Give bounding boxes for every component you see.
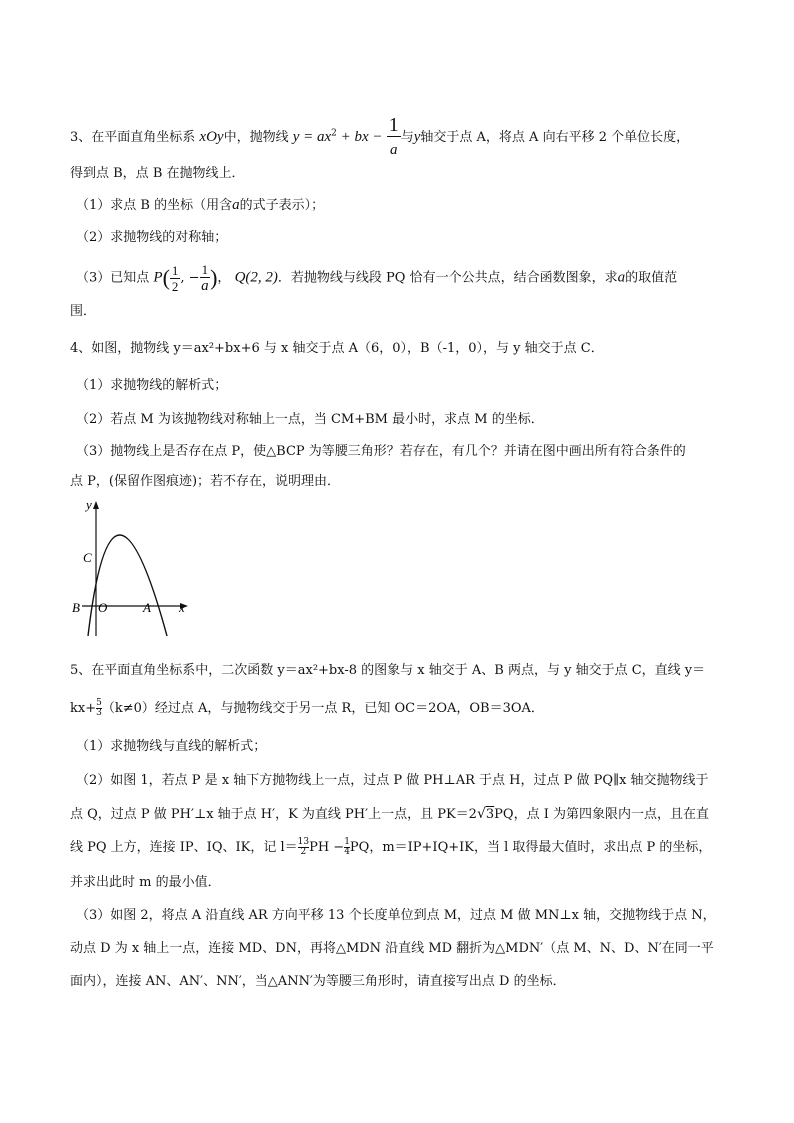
q3-frac-den: a (389, 142, 398, 158)
q3-fraction (387, 114, 401, 161)
q3-p-frac-2 (200, 262, 211, 294)
q4-part-3: （3）抛物线上是否存在点 P，使△BCP 为等腰三角形？若存在，有几个？并请在图中画出所有符合条件的 (76, 444, 686, 459)
q3-point-p: P (153, 269, 163, 286)
q3-var-a: a (617, 269, 626, 286)
q3-var-a: a (232, 197, 240, 213)
q3-text: 轴交于点 A，将点 A 向右平移 2 个单位长度， (420, 130, 690, 145)
q3-text: ， (217, 270, 231, 286)
q3-part-2: （2）求抛物线的对称轴； (76, 230, 228, 245)
q3-exponent: 2 (331, 128, 337, 139)
q3-text: （3）已知点 (76, 270, 150, 286)
q3-text: 与 (400, 130, 414, 145)
label-x: x (179, 600, 185, 615)
q3-part-3-end: 围． (70, 304, 97, 319)
q5-part-2-line-3 (70, 838, 711, 858)
q4-part-1: （1）求抛物线的解析式； (76, 378, 228, 393)
q5-sqrt: 3 (485, 807, 495, 822)
q3-equation: y = ax (292, 129, 332, 145)
q3-point-q: Q(2, 2) (234, 269, 278, 286)
label-a: A (143, 600, 151, 615)
frac-num: 1 (201, 262, 209, 277)
q5-part-3-line-2: 动点 D 为 x 轴上一点，连接 MD、DN，再将△MDN 沿直线 MD 翻折为△MDN′（点 M、N、D、N′在同一平 (70, 941, 714, 956)
frac-num: 1 (344, 837, 350, 847)
q5-line-2 (70, 699, 544, 719)
frac-den: 2 (300, 847, 307, 857)
q5-text: 线 PQ 上方，连接 IP、IQ、IK，记 l＝ (70, 840, 298, 855)
q3-comma: , − (180, 270, 200, 286)
frac-den: 4 (344, 847, 350, 857)
q5-part-2-line-4: 并求出此时 m 的最小值． (70, 875, 221, 890)
q5-part-3-line-3: 面内），连接 AN、AN′、NN′，当△ANN′为等腰三角形时，请直接写出点 D 的坐标． (70, 974, 566, 989)
q3-text: ．若抛物线与线段 PQ 恰有一个公共点，结合函数图象，求 (277, 270, 618, 286)
q5-part-2-line-2: 点 Q，过点 P 做 PH′⊥x 轴于点 H′，K 为直线 PH′上一点，且 PK＝2√3PQ，点 I 为第四象限内一点，且在直 (70, 806, 709, 822)
q5-line-1: 5、在平面直角坐标系中，二次函数 y＝ax²+bx-8 的图象与 x 轴交于 A、B 两点，与 y 轴交于点 C，直线 y＝ (70, 663, 706, 678)
q4-part-3-cont: 点 P，(保留作图痕迹)；若不存在，说明理由． (70, 474, 341, 489)
q5-text: PH − (309, 840, 345, 855)
q5-text: PQ，m＝IP+IQ+IK，当 l 取得最大值时，求出点 P 的坐标， (349, 840, 712, 855)
q3-text: 3、在平面直角坐标系 (70, 130, 196, 145)
q3-p-frac-1 (170, 263, 181, 294)
q3-equation-mid: + bx − (336, 129, 383, 145)
q3-part-1 (76, 195, 324, 216)
q5-text: （k≠0）经过点 A，与抛物线交于另一点 R，已知 OC＝2OA，OB＝3OA． (101, 701, 544, 716)
q3-part-3: （3）已知点 P( $\frac{1}{2}$ , − $\frac{1}{a}$ )， Q(2, 2)．若抛物线与线段 PQ 恰有一个公共点，结合函数图象，求a的取值范 (76, 262, 678, 294)
q3-y: y (413, 129, 421, 145)
parabola-figure (68, 496, 198, 642)
q3-line-2: 得到点 B，点 B 在抛物线上． (70, 166, 245, 181)
q5-text: PQ，点 I 为第四象限内一点，且在直 (494, 807, 709, 822)
frac-num: 1 (171, 262, 179, 278)
q5-text: 点 Q，过点 P 做 PH′⊥x 轴于点 H′，K 为直线 PH′上一点，且 PK＝2 (70, 807, 477, 822)
q4-line-1: 4、如图，抛物线 y＝ax²+bx+6 与 x 轴交于点 A（6，0），B（-1，0），与 y 轴交于点 C． (70, 341, 604, 356)
q3-frac-num: 1 (388, 114, 399, 136)
label-b: B (72, 600, 80, 615)
q4-part-2: （2）若点 M 为该抛物线对称轴上一点，当 CM+BM 最小时，求点 M 的坐标． (76, 412, 544, 427)
q3-xoy: xOy (199, 129, 224, 145)
q5-frac-13-2 (298, 838, 309, 857)
label-y: y (86, 497, 92, 512)
frac-den: 3 (96, 708, 102, 718)
frac-num: 5 (96, 698, 102, 708)
label-o: O (98, 600, 108, 615)
q5-text: kx+ (70, 701, 97, 716)
parabola-curve (88, 535, 167, 636)
q3-line-1 (70, 114, 689, 161)
q3-text: （1）求点 B 的坐标（用含 (76, 198, 233, 213)
q3-text: 的式子表示）； (239, 198, 325, 213)
label-c: C (83, 550, 92, 565)
q5-part-2-line-1: （2）如图 1，若点 P 是 x 轴下方抛物线上一点，过点 P 做 PH⊥AR 于点 H，过点 P 做 PQ∥x 轴交抛物线于 (76, 773, 709, 788)
frac-num: 13 (297, 837, 310, 847)
frac-den: a (201, 278, 209, 294)
q5-part-3-line-1: （3）如图 2，将点 A 沿直线 AR 方向平移 13 个长度单位到点 M，过点 M 做 MN⊥x 轴，交抛物线于点 N， (76, 908, 716, 923)
q3-text: 中，抛物线 (223, 130, 289, 145)
frac-den: 2 (171, 278, 179, 294)
q5-part-1: （1）求抛物线与直线的解析式； (76, 739, 267, 754)
q3-text: 的取值范 (625, 270, 678, 286)
